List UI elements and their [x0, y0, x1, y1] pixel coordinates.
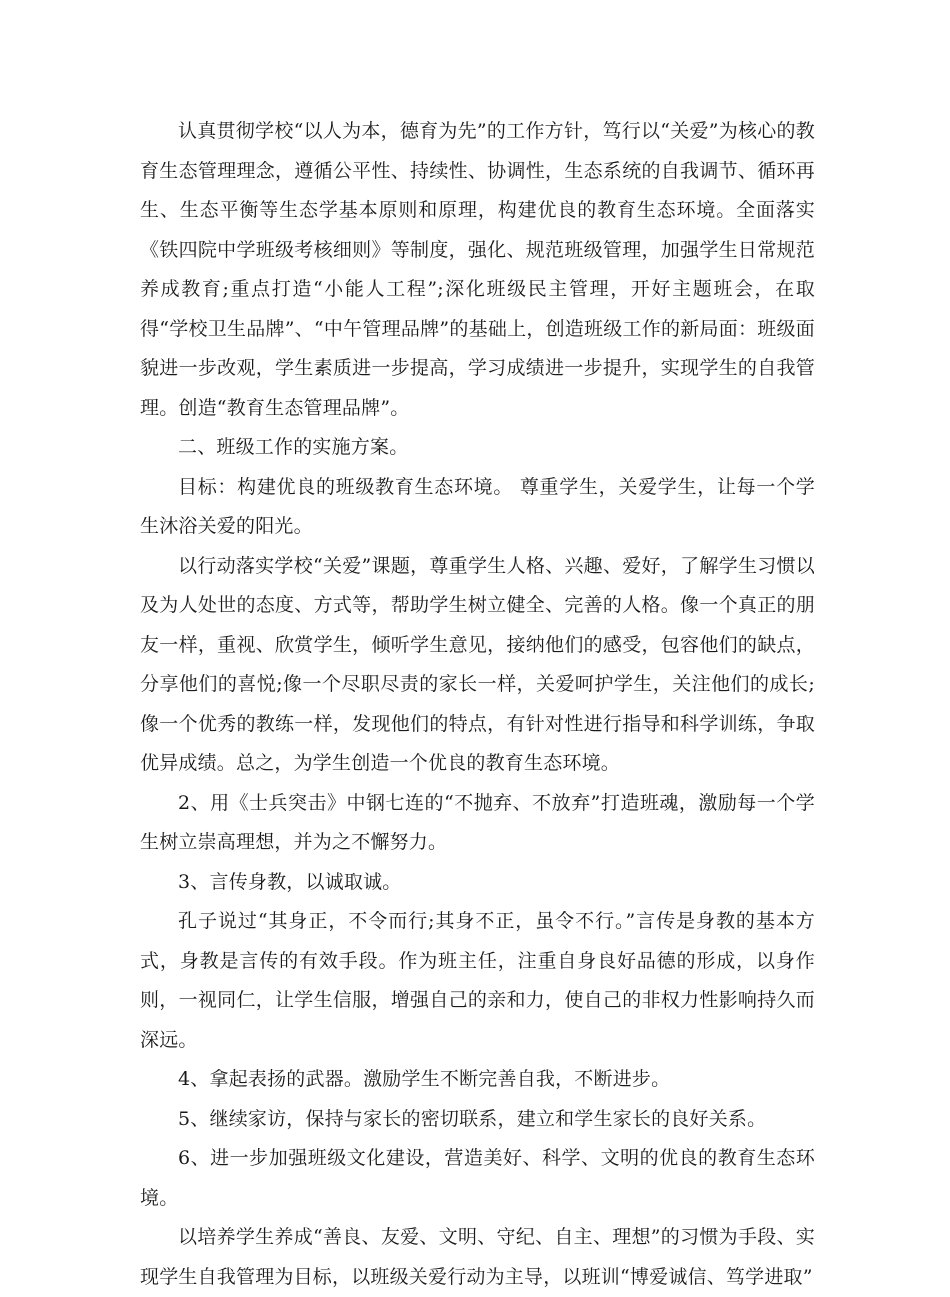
list-item-3: 3、言传身教，以诚取诚。	[178, 870, 402, 893]
document-body	[140, 112, 815, 1297]
paragraph-care-action: 以行动落实学校“关爱”课题，尊重学生人格、兴趣、爱好，了解学生习惯以及为人处世的态度、方式等，帮助学生树立健全、完善的人格。像一个真正的朋友一样，重视、欣赏学生，倾听学生意见，接纳他们的感受，包容他们的缺点，分享他们的喜悦;像一个尽职尽责的家长一样，关爱呵护学生，关注他们的成长;像一个优秀的教练一样，发现他们的特点，有针对性进行指导和科学训练，争取优异成绩。总之，为学生创造一个优良的教育生态环境。	[140, 554, 815, 774]
list-item-2: 2、用《士兵突击》中钢七连的“不抛弃、不放弃”打造班魂，激励每一个学生树立崇高理想，并为之不懈努力。	[140, 791, 815, 853]
list-item-4: 4、拿起表扬的武器。激励学生不断完善自我，不断进步。	[178, 1068, 671, 1090]
paragraph-intro: 认真贯彻学校“以人为本，德育为先”的工作方针，笃行以“关爱”为核心的教育生态管理理念，遵循公平性、持续性、协调性，生态系统的自我调节、循环再生、生态平衡等生态学基本原则和原理，构建优良的教育生态环境。全面落实《铁四院中学班级考核细则》等制度，强化、规范班级管理，加强学生日常规范养成教育;重点打造“小能人工程”;深化班级民主管理，开好主题班会，在取得“学校卫生品牌”、“中午管理品牌”的基础上，创造班级工作的新局面：班级面貌进一步改观，学生素质进一步提高，学习成绩进一步提升，实现学生的自我管理。创造“教育生态管理品牌”。	[140, 120, 815, 419]
paragraph-habits: 以培养学生养成“善良、友爱、文明、守纪、自主、理想”的习惯为手段、实现学生自我管理为目标，以班级关爱行动为主导，以班训“博爱诚信、笃学进取”	[140, 1226, 815, 1288]
paragraph-goal: 目标：构建优良的班级教育生态环境。 尊重学生，关爱学生，让每一个学生沐浴关爱的阳光。	[140, 475, 815, 537]
list-item-5: 5、继续家访，保持与家长的密切联系，建立和学生家长的良好关系。	[178, 1107, 767, 1130]
section-heading-implementation: 二、班级工作的实施方案。	[178, 436, 409, 458]
list-item-6: 6、进一步加强班级文化建设，营造美好、科学、文明的优良的教育生态环境。	[140, 1147, 815, 1209]
paragraph-confucius: 孔子说过“其身正，不令而行;其身不正，虽令不行。”言传是身教的基本方式，身教是言传的有效手段。作为班主任，注重自身良好品德的形成，以身作则，一视同仁，让学生信服，增强自己的亲和力，使自己的非权力性影响持久而深远。	[140, 910, 815, 1051]
